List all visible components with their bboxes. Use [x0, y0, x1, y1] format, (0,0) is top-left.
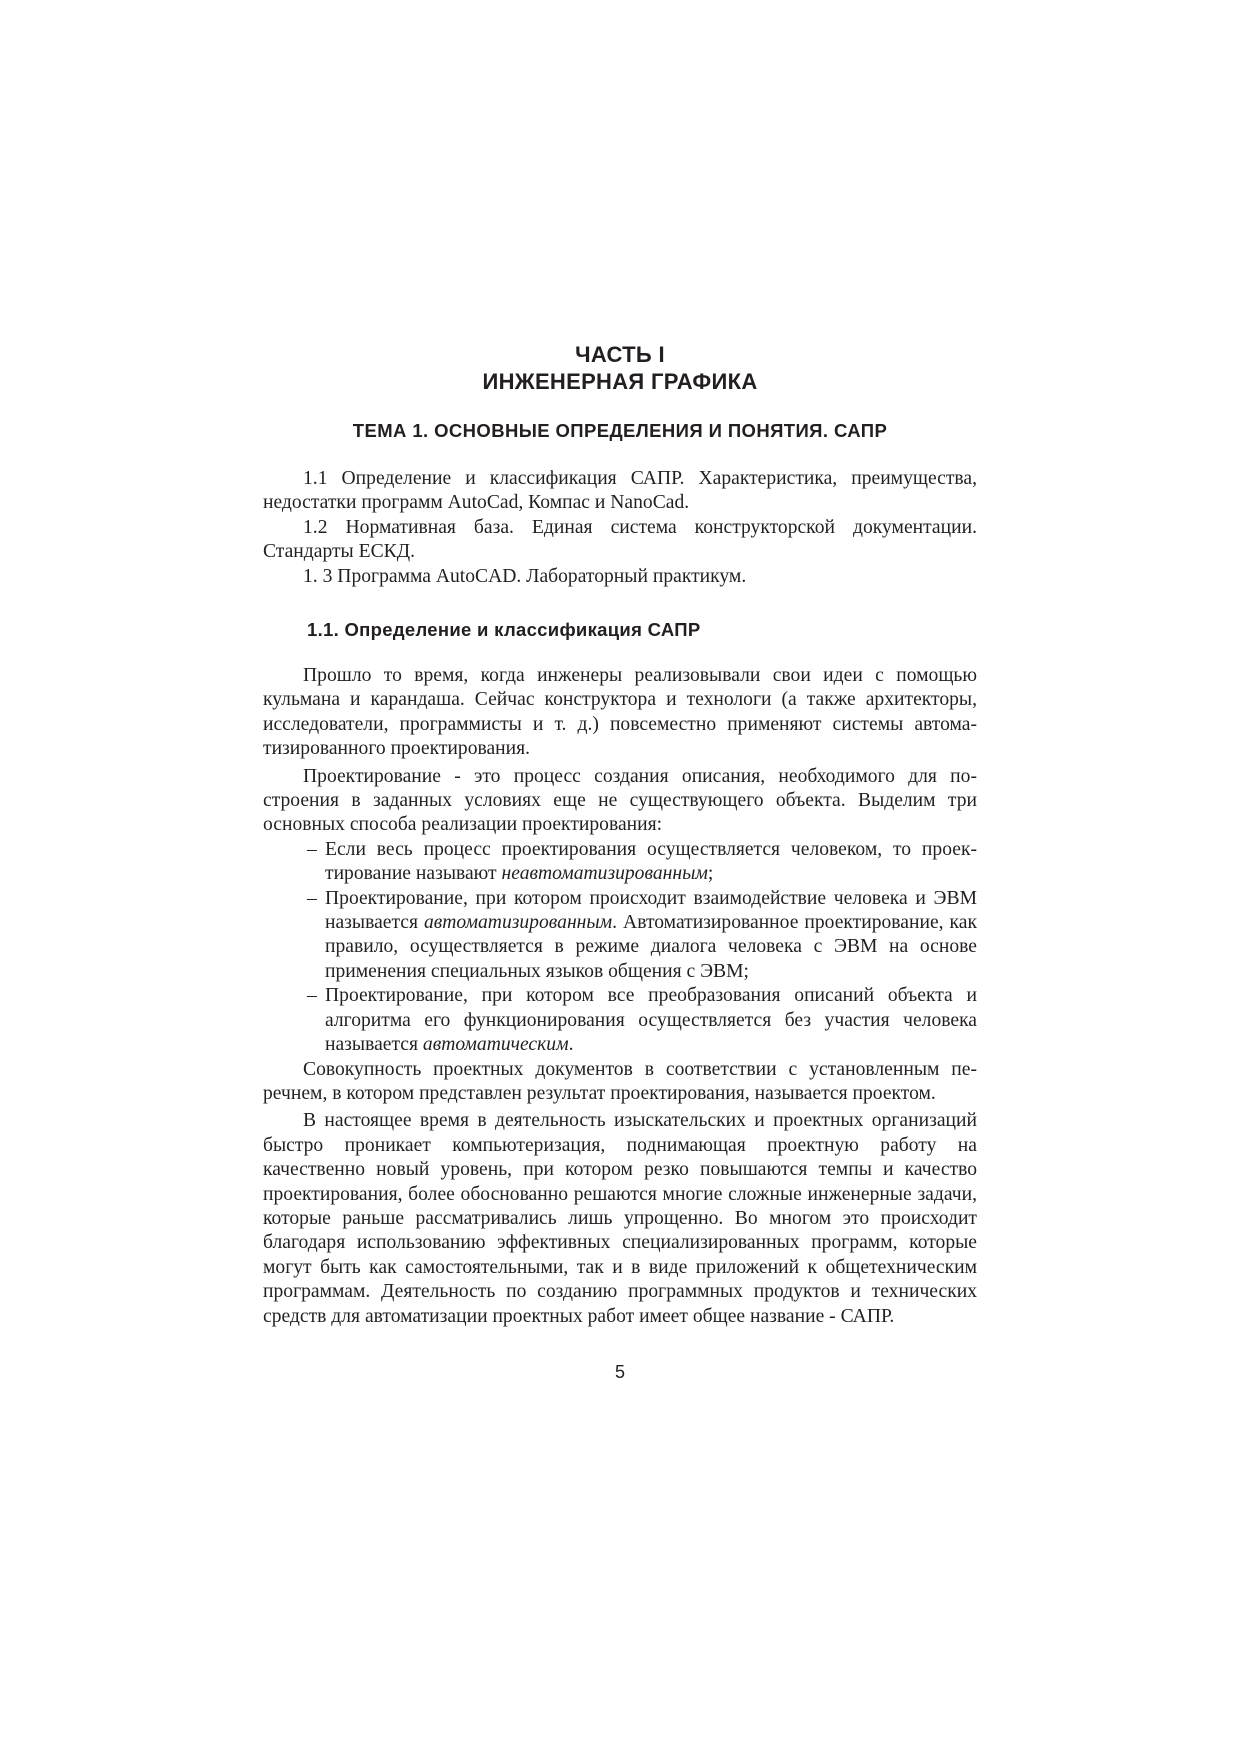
list-text: Проектирование, при котором происходит взаимодействие человека и ЭВМ называется — [325, 887, 977, 934]
list-text: Если весь процесс проектирования осуществляется человеком, то проектирование называют — [325, 838, 977, 885]
paragraph: Прошло то время, когда инженеры реализовывали свои идеи с помощью кульмана и карандаша. Сейчас конструктора и технологи (а также архитекторы, исследователи, программисты и т. д.) повсеместно применяют системы автоматизированного проектирования. — [263, 665, 977, 760]
list-dash: – — [307, 887, 317, 909]
list-dash: – — [307, 985, 317, 1007]
paragraph: В настоящее время в деятельность изыскательских и проектных организаций быстро проникает компьютеризация, поднимающая проектную работу на качественно новый уровень, при котором резко повышаются темпы и качество проектирования, более обоснованно решаются многие сложные инженерные задачи, которые раньше рассматривались лишь упрощенно. Во многом это происходит благодаря использованию эффективных специализированных программ, которые могут быть как самостоятельными, так и в виде приложений к общетехническим программам. Деятельность по созданию программных продуктов и технических средств для автоматизации проектных работ имеет общее название - САПР. — [263, 1110, 977, 1327]
list-item — [263, 887, 977, 985]
paragraph: Совокупность проектных документов в соответствии с установленным перечнем, в котором представлен результат проектирования, называется проектом. — [263, 1058, 977, 1104]
toc-item: 1.1 Определение и классификация САПР. Характеристика, преимущества, недостатки программ AutoCad, Компас и NanoCad. — [263, 468, 977, 514]
list-text: . — [568, 1034, 574, 1056]
toc-item: 1.2 Нормативная база. Единая система конструкторской документации. Стандарты ЕСКД. — [263, 516, 977, 563]
emphasis-term: автоматическим — [422, 1034, 569, 1056]
paragraph: Проектирование - это процесс создания описания, необходимого для построения в заданных условиях еще не существующего объекта. Выделим три основных способа реализации проектирования: — [263, 765, 977, 836]
topic-contents — [263, 467, 977, 589]
list-item — [263, 984, 977, 1057]
toc-item: 1. 3 Программа AutoCAD. Лабораторный практикум. — [303, 565, 747, 587]
list-item — [263, 838, 977, 887]
page-number: 5 — [614, 1362, 625, 1382]
topic-heading: ТЕМА 1. ОСНОВНЫЕ ОПРЕДЕЛЕНИЯ И ПОНЯТИЯ. САПР — [352, 420, 888, 441]
emphasis-term: неавтоматизированным — [501, 863, 708, 885]
section-heading: 1.1. Определение и классификация САПР — [307, 619, 701, 640]
list-text: ; — [707, 863, 714, 885]
part-number: ЧАСТЬ I — [575, 342, 665, 367]
section-body — [263, 664, 977, 1329]
part-name: ИНЖЕНЕРНАЯ ГРАФИКА — [482, 369, 758, 394]
list-text: Проектирование, при котором все преобразования описаний объекта и алгоритма его функционирования осуществляется без участия человека называется — [325, 985, 977, 1056]
list-text: . Автоматизированное проектирование, как правило, осуществляется в режиме диалога человека с ЭВМ на основе применения специальных языков общения с ЭВМ; — [325, 912, 977, 982]
emphasis-term: автоматизированным — [423, 912, 613, 934]
list-dash: – — [307, 838, 317, 860]
part-heading — [263, 341, 977, 395]
